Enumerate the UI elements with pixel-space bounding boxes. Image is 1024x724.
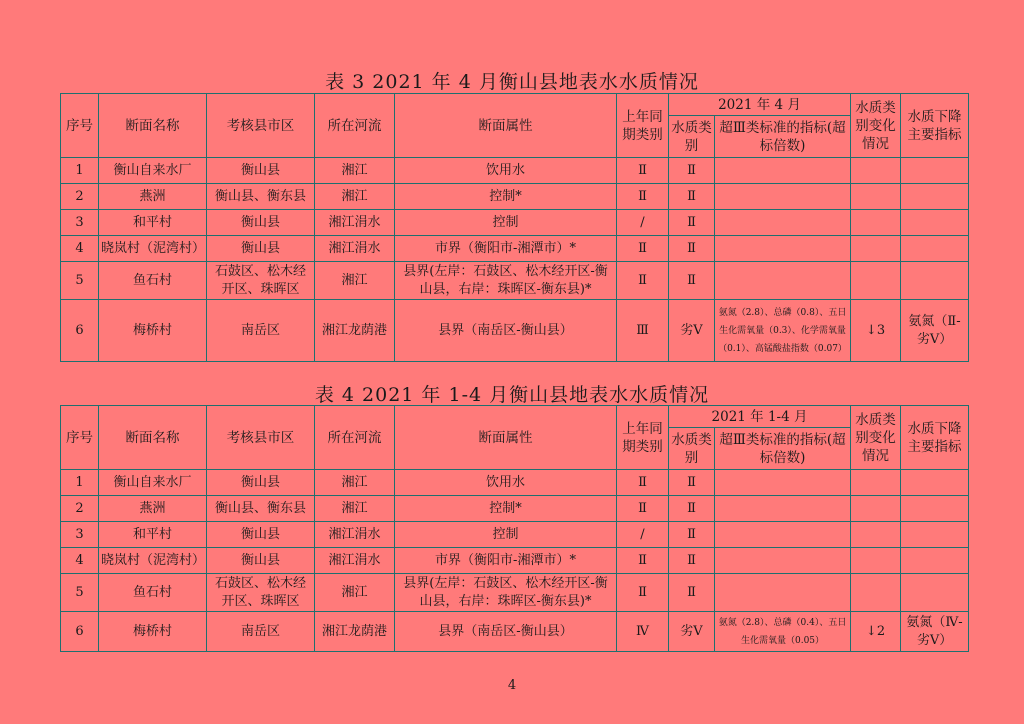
header-seq: 序号 — [61, 406, 99, 470]
cell-cls: Ⅱ — [669, 158, 715, 184]
cell-change — [851, 548, 901, 574]
cell-county: 南岳区 — [207, 612, 315, 652]
header-water-class: 水质类别 — [669, 428, 715, 470]
cell-county: 衡山县 — [207, 522, 315, 548]
cell-last: Ⅱ — [617, 548, 669, 574]
cell-cls: 劣Ⅴ — [669, 612, 715, 652]
cell-river: 湘江涓水 — [315, 548, 395, 574]
cell-seq: 4 — [61, 548, 99, 574]
header-name: 断面名称 — [99, 94, 207, 158]
cell-cls: Ⅱ — [669, 262, 715, 300]
header-last-year: 上年同期类别 — [617, 406, 669, 470]
cell-cls: Ⅱ — [669, 522, 715, 548]
cell-last: Ⅱ — [617, 158, 669, 184]
cell-river: 湘江涓水 — [315, 210, 395, 236]
cell-county: 衡山县 — [207, 210, 315, 236]
cell-attr: 饮用水 — [395, 470, 617, 496]
cell-change — [851, 158, 901, 184]
table-row — [61, 470, 969, 496]
header-attr: 断面属性 — [395, 406, 617, 470]
table-row — [61, 184, 969, 210]
cell-attr: 控制* — [395, 184, 617, 210]
header-seq: 序号 — [61, 94, 99, 158]
cell-last: Ⅱ — [617, 574, 669, 612]
table3-title: 表 3 2021 年 4 月衡山县地表水水质情况 — [325, 71, 699, 93]
cell-seq: 4 — [61, 236, 99, 262]
cell-cls: Ⅱ — [669, 470, 715, 496]
cell-county: 衡山县 — [207, 236, 315, 262]
cell-last: Ⅲ — [617, 300, 669, 362]
cell-decline — [901, 522, 969, 548]
cell-attr: 控制 — [395, 210, 617, 236]
table-row — [61, 496, 969, 522]
cell-exceed — [715, 470, 851, 496]
cell-name: 燕洲 — [99, 184, 207, 210]
cell-attr: 市界（衡阳市-湘潭市）* — [395, 236, 617, 262]
cell-seq: 1 — [61, 158, 99, 184]
cell-attr: 县界（南岳区-衡山县） — [395, 612, 617, 652]
cell-river: 湘江 — [315, 158, 395, 184]
cell-attr: 饮用水 — [395, 158, 617, 184]
cell-cls: Ⅱ — [669, 574, 715, 612]
cell-exceed — [715, 184, 851, 210]
cell-river: 湘江 — [315, 470, 395, 496]
cell-county: 衡山县 — [207, 158, 315, 184]
table4-title: 表 4 2021 年 1-4 月衡山县地表水水质情况 — [314, 384, 710, 406]
cell-decline: 氨氮（Ⅳ-劣Ⅴ） — [901, 612, 969, 652]
cell-seq: 5 — [61, 574, 99, 612]
cell-cls: 劣Ⅴ — [669, 300, 715, 362]
cell-seq: 6 — [61, 612, 99, 652]
cell-cls: Ⅱ — [669, 210, 715, 236]
cell-seq: 2 — [61, 184, 99, 210]
cell-county: 衡山县 — [207, 470, 315, 496]
cell-county: 衡山县、衡东县 — [207, 184, 315, 210]
cell-change — [851, 470, 901, 496]
cell-seq: 1 — [61, 470, 99, 496]
header-exceed: 超Ⅲ类标准的指标(超标倍数) — [715, 428, 851, 470]
cell-name: 和平村 — [99, 210, 207, 236]
cell-last: / — [617, 522, 669, 548]
cell-cls: Ⅱ — [669, 236, 715, 262]
header-river: 所在河流 — [315, 94, 395, 158]
cell-cls: Ⅱ — [669, 496, 715, 522]
cell-county: 南岳区 — [207, 300, 315, 362]
cell-change — [851, 574, 901, 612]
cell-name: 鱼石村 — [99, 574, 207, 612]
table-row — [61, 522, 969, 548]
cell-river: 湘江 — [315, 574, 395, 612]
cell-decline — [901, 158, 969, 184]
cell-last: / — [617, 210, 669, 236]
cell-name: 鱼石村 — [99, 262, 207, 300]
cell-county: 石鼓区、松木经开区、珠晖区 — [207, 574, 315, 612]
cell-name: 燕洲 — [99, 496, 207, 522]
cell-attr: 县界（南岳区-衡山县） — [395, 300, 617, 362]
cell-change — [851, 522, 901, 548]
cell-decline — [901, 496, 969, 522]
table-row — [61, 158, 969, 184]
header-attr: 断面属性 — [395, 94, 617, 158]
cell-exceed — [715, 548, 851, 574]
cell-attr: 县界(左岸：石鼓区、松木经开区-衡山县，右岸：珠晖区-衡东县)* — [395, 262, 617, 300]
header-decline: 水质下降主要指标 — [901, 94, 969, 158]
cell-seq: 3 — [61, 522, 99, 548]
cell-name: 梅桥村 — [99, 612, 207, 652]
cell-change — [851, 236, 901, 262]
cell-decline — [901, 210, 969, 236]
cell-change: ↓2 — [851, 612, 901, 652]
cell-change — [851, 210, 901, 236]
cell-river: 湘江龙荫港 — [315, 612, 395, 652]
cell-name: 晓岚村（泥湾村） — [99, 236, 207, 262]
table-row — [61, 574, 969, 612]
cell-name: 衡山自来水厂 — [99, 470, 207, 496]
cell-decline — [901, 236, 969, 262]
table4 — [60, 405, 969, 652]
page-number: 4 — [507, 678, 517, 693]
cell-river: 湘江 — [315, 262, 395, 300]
cell-decline — [901, 470, 969, 496]
header-name: 断面名称 — [99, 406, 207, 470]
table-row — [61, 300, 969, 362]
cell-county: 衡山县 — [207, 548, 315, 574]
cell-river: 湘江 — [315, 184, 395, 210]
header-exceed: 超Ⅲ类标准的指标(超标倍数) — [715, 116, 851, 158]
cell-county: 石鼓区、松木经开区、珠晖区 — [207, 262, 315, 300]
cell-seq: 6 — [61, 300, 99, 362]
cell-last: Ⅱ — [617, 262, 669, 300]
cell-county: 衡山县、衡东县 — [207, 496, 315, 522]
cell-last: Ⅱ — [617, 470, 669, 496]
cell-attr: 市界（衡阳市-湘潭市）* — [395, 548, 617, 574]
header-county: 考核县市区 — [207, 94, 315, 158]
cell-decline — [901, 262, 969, 300]
cell-last: Ⅱ — [617, 496, 669, 522]
cell-attr: 控制* — [395, 496, 617, 522]
cell-exceed — [715, 158, 851, 184]
cell-last: Ⅱ — [617, 184, 669, 210]
cell-exceed — [715, 236, 851, 262]
cell-change: ↓3 — [851, 300, 901, 362]
cell-seq: 3 — [61, 210, 99, 236]
cell-seq: 5 — [61, 262, 99, 300]
cell-exceed: 氨氮（2.8）、总磷（0.4）、五日生化需氧量（0.05） — [715, 612, 851, 652]
header-river: 所在河流 — [315, 406, 395, 470]
cell-exceed — [715, 522, 851, 548]
header-decline: 水质下降主要指标 — [901, 406, 969, 470]
cell-cls: Ⅱ — [669, 548, 715, 574]
header-change: 水质类别变化情况 — [851, 94, 901, 158]
header-period: 2021 年 1-4 月 — [669, 406, 851, 428]
cell-river: 湘江龙荫港 — [315, 300, 395, 362]
header-change: 水质类别变化情况 — [851, 406, 901, 470]
table-row — [61, 262, 969, 300]
header-water-class: 水质类别 — [669, 116, 715, 158]
cell-decline — [901, 574, 969, 612]
cell-exceed — [715, 262, 851, 300]
header-last-year: 上年同期类别 — [617, 94, 669, 158]
table-row — [61, 210, 969, 236]
cell-exceed — [715, 496, 851, 522]
table-row — [61, 236, 969, 262]
cell-cls: Ⅱ — [669, 184, 715, 210]
cell-name: 衡山自来水厂 — [99, 158, 207, 184]
cell-exceed — [715, 210, 851, 236]
cell-decline: 氨氮（Ⅱ-劣Ⅴ） — [901, 300, 969, 362]
cell-exceed: 氨氮（2.8）、总磷（0.8）、五日生化需氧量（0.3）、化学需氧量（0.1）、高锰酸盐指数（0.07） — [715, 300, 851, 362]
cell-name: 梅桥村 — [99, 300, 207, 362]
cell-name: 晓岚村（泥湾村） — [99, 548, 207, 574]
table-row — [61, 612, 969, 652]
cell-river: 湘江涓水 — [315, 236, 395, 262]
cell-last: Ⅱ — [617, 236, 669, 262]
cell-river: 湘江涓水 — [315, 522, 395, 548]
cell-attr: 控制 — [395, 522, 617, 548]
cell-attr: 县界(左岸：石鼓区、松木经开区-衡山县，右岸：珠晖区-衡东县)* — [395, 574, 617, 612]
cell-seq: 2 — [61, 496, 99, 522]
cell-change — [851, 496, 901, 522]
table-row — [61, 548, 969, 574]
cell-river: 湘江 — [315, 496, 395, 522]
cell-change — [851, 262, 901, 300]
cell-name: 和平村 — [99, 522, 207, 548]
header-county: 考核县市区 — [207, 406, 315, 470]
cell-decline — [901, 548, 969, 574]
cell-exceed — [715, 574, 851, 612]
table3 — [60, 93, 969, 362]
cell-decline — [901, 184, 969, 210]
cell-last: Ⅳ — [617, 612, 669, 652]
cell-change — [851, 184, 901, 210]
header-period: 2021 年 4 月 — [669, 94, 851, 116]
